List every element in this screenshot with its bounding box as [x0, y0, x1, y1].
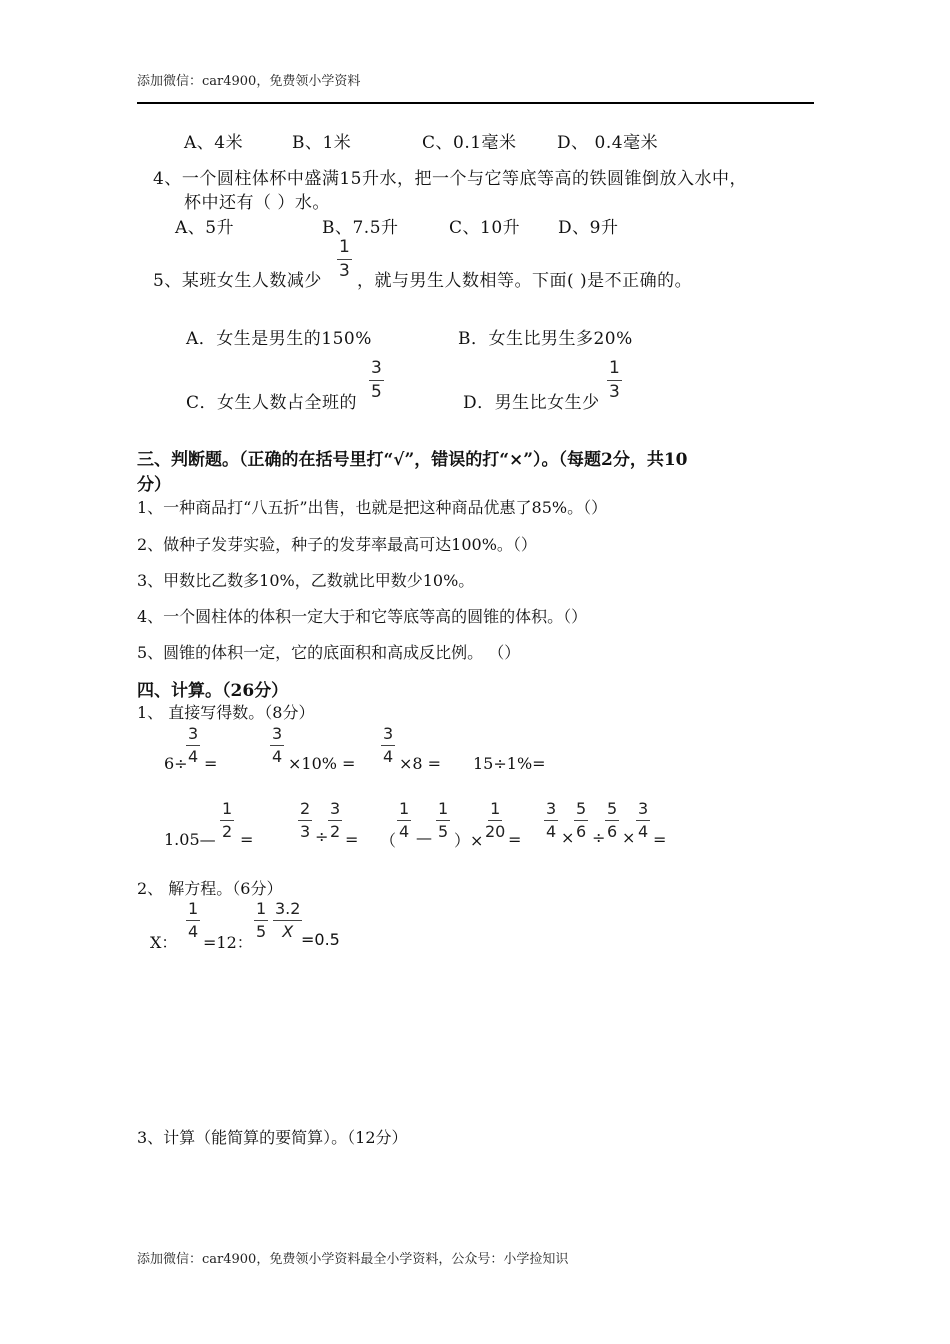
page-footer: 添加微信：car4900，免费领小学资料最全小学资料，公众号：小学捡知识: [137, 1252, 569, 1267]
q5-option-d: D．男生比女生少: [463, 393, 600, 413]
section4-sub3: 3、计算（能简算的要简算）。（12分）: [137, 1128, 408, 1147]
fraction-numerator: 1: [436, 801, 450, 821]
judge-item-3: 3、甲数比乙数多10%，乙数就比甲数少10%。: [137, 571, 475, 590]
q4-option-c: C、10升: [449, 218, 521, 238]
judge-item-2: 2、做种子发芽实验，种子的发芽率最高可达100%。（）: [137, 535, 537, 554]
fraction-numerator: 2: [298, 801, 312, 821]
fraction-numerator: 3: [544, 801, 558, 821]
q5-fraction-numerator: 1: [337, 239, 352, 260]
calc2-e1-fraction: [220, 801, 234, 840]
calc2-e1-prefix: 1.05—: [164, 830, 216, 849]
calc2-e2-fraction-b: [328, 801, 342, 840]
equation-part-2: =12：: [203, 933, 253, 952]
calc1-e1-suffix: =: [204, 754, 218, 773]
fraction-denominator: 4: [188, 747, 199, 766]
q5-option-c-fraction: [369, 360, 384, 401]
fraction-denominator: 6: [607, 822, 618, 841]
calc2-e3-open: （: [380, 831, 397, 850]
q3-option-c: C、0.1毫米: [422, 133, 517, 153]
fraction-numerator: 1: [220, 801, 234, 821]
judge-item-4: 4、一个圆柱体的体积一定大于和它等底等高的圆锥的体积。（）: [137, 607, 588, 626]
q5-fraction-denominator: 3: [339, 261, 350, 281]
calc2-e3-suffix: =: [508, 830, 522, 849]
calc2-e4-fraction-d: [636, 801, 650, 840]
calc1-e3-suffix: ×8 =: [399, 754, 442, 773]
fraction-denominator: 5: [256, 922, 267, 941]
fraction-numerator: 1: [186, 901, 200, 921]
judge-item-5: 5、圆锥的体积一定，它的底面积和高成反比例。 （）: [137, 643, 521, 662]
q5-fraction: [337, 239, 352, 280]
fraction-denominator: 2: [222, 822, 233, 841]
fraction-numerator: 3: [328, 801, 342, 821]
fraction-denominator: 5: [438, 822, 449, 841]
section4-sub1: 1、 直接写得数。（8分）: [137, 703, 315, 722]
q5-option-c: C．女生人数占全班的: [186, 393, 358, 413]
fraction-denominator: 20: [485, 822, 506, 841]
fraction-denominator: 3: [300, 822, 311, 841]
page-header: 添加微信：car4900，免费领小学资料: [137, 74, 361, 89]
equation-fraction-3: [273, 901, 302, 940]
fraction-denominator: 4: [546, 822, 557, 841]
calc2-e2-fraction-a: [298, 801, 312, 840]
calc2-e3-fraction-c: [485, 801, 505, 840]
equation-fraction-2: [254, 901, 268, 940]
fraction-denominator: 2: [330, 822, 341, 841]
fraction-denominator: 4: [188, 922, 199, 941]
equation-part-3: =0.5: [301, 930, 340, 949]
fraction-denominator: 4: [383, 747, 394, 766]
q3-option-d: D、 0.4毫米: [557, 133, 659, 153]
fraction-numerator: 3.2: [273, 901, 302, 921]
section4-sub2: 2、 解方程。（6分）: [137, 879, 283, 898]
q5-option-b: B．女生比男生多20%: [458, 329, 633, 349]
calc1-e1-prefix: 6÷: [164, 754, 188, 773]
fraction-numerator: 1: [607, 360, 622, 381]
calc2-e4-operator-3: ×: [622, 828, 636, 847]
fraction-denominator: X: [282, 922, 294, 941]
calc2-e3-close: ）×: [454, 831, 484, 850]
fraction-numerator: 3: [270, 726, 284, 746]
calc1-e4: 15÷1%=: [473, 754, 546, 773]
fraction-denominator: 3: [609, 382, 620, 402]
calc2-e3-operator: —: [416, 828, 432, 847]
q5-option-d-fraction: [607, 360, 622, 401]
calc2-e4-fraction-a: [544, 801, 558, 840]
calc1-e2-suffix: ×10% =: [288, 754, 356, 773]
q3-option-b: B、1米: [292, 133, 352, 153]
calc2-e2-suffix: =: [345, 830, 359, 849]
fraction-numerator: 3: [636, 801, 650, 821]
calc1-e3-fraction: [381, 726, 395, 765]
calc2-e3-fraction-a: [397, 801, 411, 840]
fraction-numerator: 3: [381, 726, 395, 746]
fraction-numerator: 1: [254, 901, 268, 921]
header-rule: [137, 102, 814, 104]
section4-title: 四、计算。（26分）: [137, 681, 289, 701]
calc2-e4-operator-1: ×: [561, 828, 575, 847]
calc2-e2-operator: ÷: [315, 827, 329, 846]
calc1-e2-fraction: [270, 726, 284, 765]
q4-option-a: A、5升: [175, 218, 235, 238]
fraction-denominator: 4: [638, 822, 649, 841]
q5-prefix: 5、某班女生人数减少: [153, 271, 322, 291]
calc1-e1-fraction: [186, 726, 200, 765]
fraction-denominator: 4: [399, 822, 410, 841]
judge-item-1: 1、一种商品打“八五折”出售，也就是把这种商品优惠了85%。（）: [137, 498, 608, 517]
q4-option-d: D、9升: [558, 218, 619, 238]
fraction-denominator: 6: [576, 822, 587, 841]
fraction-denominator: 4: [272, 747, 283, 766]
calc2-e4-fraction-b: [574, 801, 588, 840]
equation-fraction-1: [186, 901, 200, 940]
fraction-numerator: 5: [605, 801, 619, 821]
q5-suffix: ，就与男生人数相等。下面( )是不正确的。: [357, 271, 693, 291]
fraction-numerator: 5: [574, 801, 588, 821]
calc2-e4-fraction-c: [605, 801, 619, 840]
q4-line1: 4、一个圆柱体杯中盛满15升水，把一个与它等底等高的铁圆锥倒放入水中，: [153, 169, 747, 189]
calc2-e1-suffix: =: [240, 830, 254, 849]
section3-title-line1: 三、判断题。（正确的在括号里打“√”，错误的打“×”）。（每题2分，共10: [137, 450, 688, 470]
fraction-numerator: 3: [369, 360, 384, 381]
equation-part-1: X：: [150, 933, 178, 952]
fraction-denominator: 5: [371, 382, 382, 402]
section3-title-line2: 分）: [137, 475, 171, 495]
fraction-numerator: 1: [397, 801, 411, 821]
calc2-e4-suffix: =: [653, 830, 667, 849]
calc2-e4-operator-2: ÷: [592, 828, 606, 847]
q5-option-a: A．女生是男生的150%: [186, 329, 372, 349]
calc2-e3-fraction-b: [436, 801, 450, 840]
q3-option-a: A、4米: [184, 133, 244, 153]
fraction-numerator: 3: [186, 726, 200, 746]
fraction-numerator: 1: [488, 801, 502, 821]
q4-line2: 杯中还有（ ）水。: [184, 193, 330, 213]
q4-option-b: B、7.5升: [322, 218, 399, 238]
